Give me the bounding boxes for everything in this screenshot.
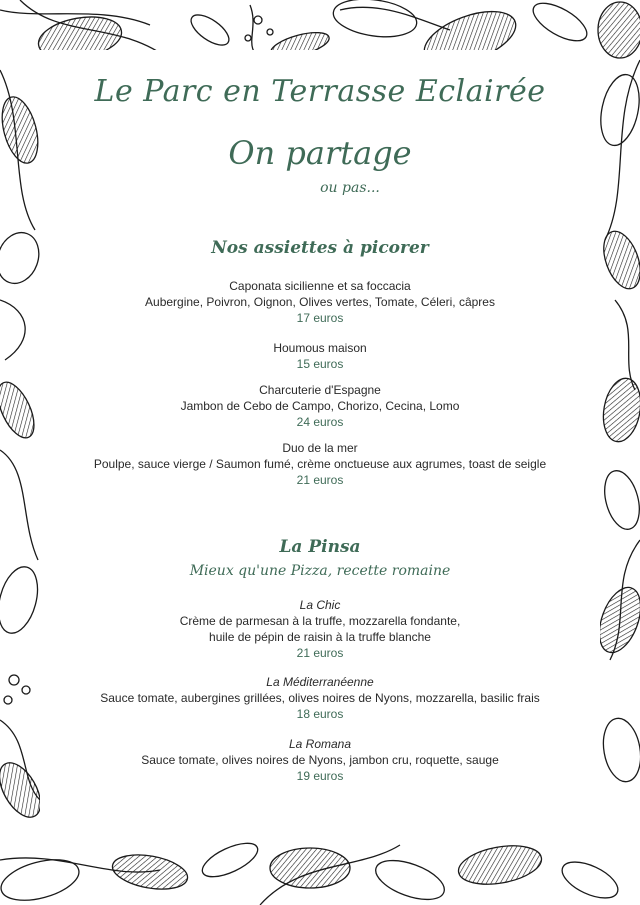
menu-item [0,736,640,784]
item-price: 15 euros [296,357,344,371]
menu-item [0,440,640,488]
item-description: Poulpe, sauce vierge / Saumon fumé, crème onctueuse aux agrumes, toast de seigle [93,457,547,471]
item-price: 21 euros [296,473,344,487]
item-name: La Méditerranéenne [266,675,374,689]
item-price: 21 euros [296,646,344,660]
menu-item [0,597,640,661]
section-subtitle: Mieux qu'une Pizza, recette romaine [189,563,451,579]
menu-item [0,340,640,372]
menu-item [0,382,640,430]
item-price: 18 euros [296,707,344,721]
item-name: La Chic [299,598,341,612]
item-price: 24 euros [296,415,344,429]
item-name: Duo de la mer [282,441,358,455]
item-name: La Romana [288,737,352,751]
menu-item [0,674,640,722]
tagline: ou pas... [320,180,380,196]
menu-item [0,278,640,326]
item-name: Houmous maison [273,341,367,355]
item-name: Charcuterie d'Espagne [259,383,381,397]
item-description: Sauce tomate, olives noires de Nyons, jambon cru, roquette, sauge [141,753,499,767]
section-title-picorer: Nos assiettes à picorer [211,238,429,258]
item-description: Jambon de Cebo de Campo, Chorizo, Cecina, Lomo [180,399,460,413]
section-title-pinsa: La Pinsa [279,537,361,557]
item-description: Sauce tomate, aubergines grillées, olives noires de Nyons, mozzarella, basilic frais [100,691,540,705]
item-price: 17 euros [296,311,344,325]
item-name: Caponata sicilienne et sa foccacia [229,279,411,293]
item-description: Crème de parmesan à la truffe, mozzarella fondante, [179,614,461,628]
headline: On partage [228,134,412,172]
item-description-line2: huile de pépin de raisin à la truffe blanche [209,630,431,644]
venue-title: Le Parc en Terrasse Eclairée [94,74,546,109]
item-price: 19 euros [296,769,344,783]
item-description: Aubergine, Poivron, Oignon, Olives vertes, Tomate, Céleri, câpres [145,295,495,309]
